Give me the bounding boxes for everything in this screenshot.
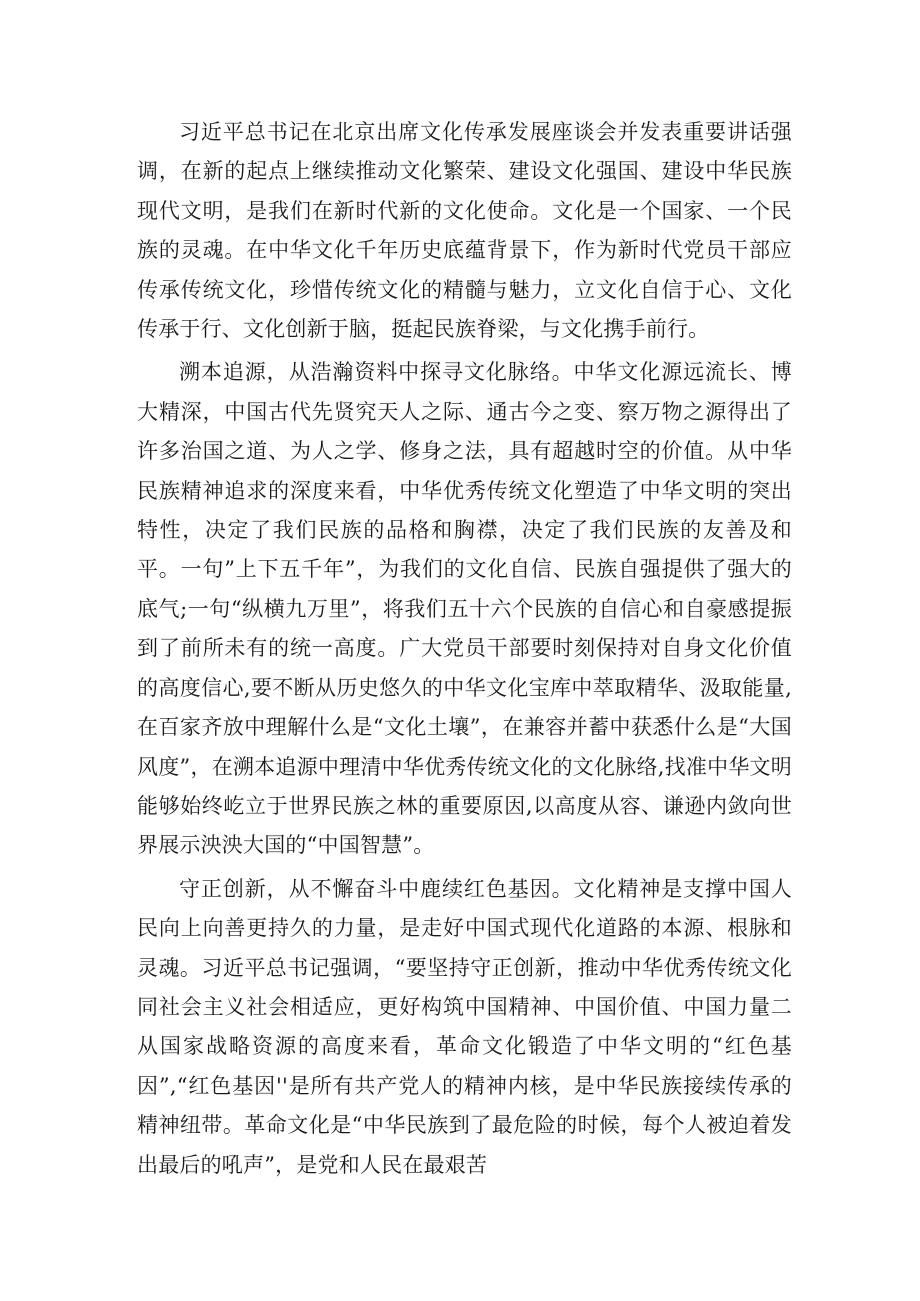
paragraph-innovation: 守正创新，从不懈奋斗中鹿续红色基因。文化精神是支撑中国人民向上向善更持久的力量，是走好中国式现代化道路的本源、根脉和灵魂。习近平总书记强调，“要坚持守正创新，推动中华优秀传统文化同社会主义社会相适应，更好构筑中国精神、中国价值、中国力量二从国家战略资源的高度来看，革命文化锻造了中华文明的“红色基因”,“红色基因''是所有共产党人的精神内核，是中华民族接续传承的精神纽带。革命文化是“中华民族到了最危险的时候，每个人被迫着发出最后的吼声”，是党和人民在最艰苦	[137, 876, 792, 1177]
paragraph-intro: 习近平总书记在北京出席文化传承发展座谈会并发表重要讲话强调，在新的起点上继续推动文化繁荣、建设文化强国、建设中华民族现代文明，是我们在新时代新的文化使命。文化是一个国家、一个民族的灵魂。在中华文化千年历史底蕴背景下，作为新时代党员干部应传承传统文化，珍惜传统文化的精髓与魅力，立文化自信于心、文化传承于行、文化创新于脑，挺起民族脊梁，与文化携手前行。	[137, 120, 792, 342]
paragraph-trace-origins: 溯本追源，从浩瀚资料中探寻文化脉络。中华文化源远流长、博大精深，中国古代先贤究天人之际、通古今之变、察万物之源得出了许多治国之道、为人之学、修身之法，具有超越时空的价值。从中华民族精神追求的深度来看，中华优秀传统文化塑造了中华文明的突出特性，决定了我们民族的品格和胸襟，决定了我们民族的友善及和平。一句”上下五千年”，为我们的文化自信、民族自强提供了强大的底气;一句“纵横九万里”，将我们五十六个民族的自信心和自豪感提振到了前所未有的统一高度。广大党员干部要时刻保持对自身文化价值的高度信心,要不断从历史悠久的中华文化宝库中萃取精华、汲取能量,在百家齐放中理解什么是“文化土壤”，在兼容并蓄中获悉什么是“大国风度”，在溯本追源中理清中华优秀传统文化的文化脉络,找准中华文明能够始终屹立于世界民族之林的重要原因,以高度从容、谦逊内敛向世界展示泱泱大国的“中国智慧”。	[137, 360, 792, 858]
document-body	[137, 113, 792, 1189]
